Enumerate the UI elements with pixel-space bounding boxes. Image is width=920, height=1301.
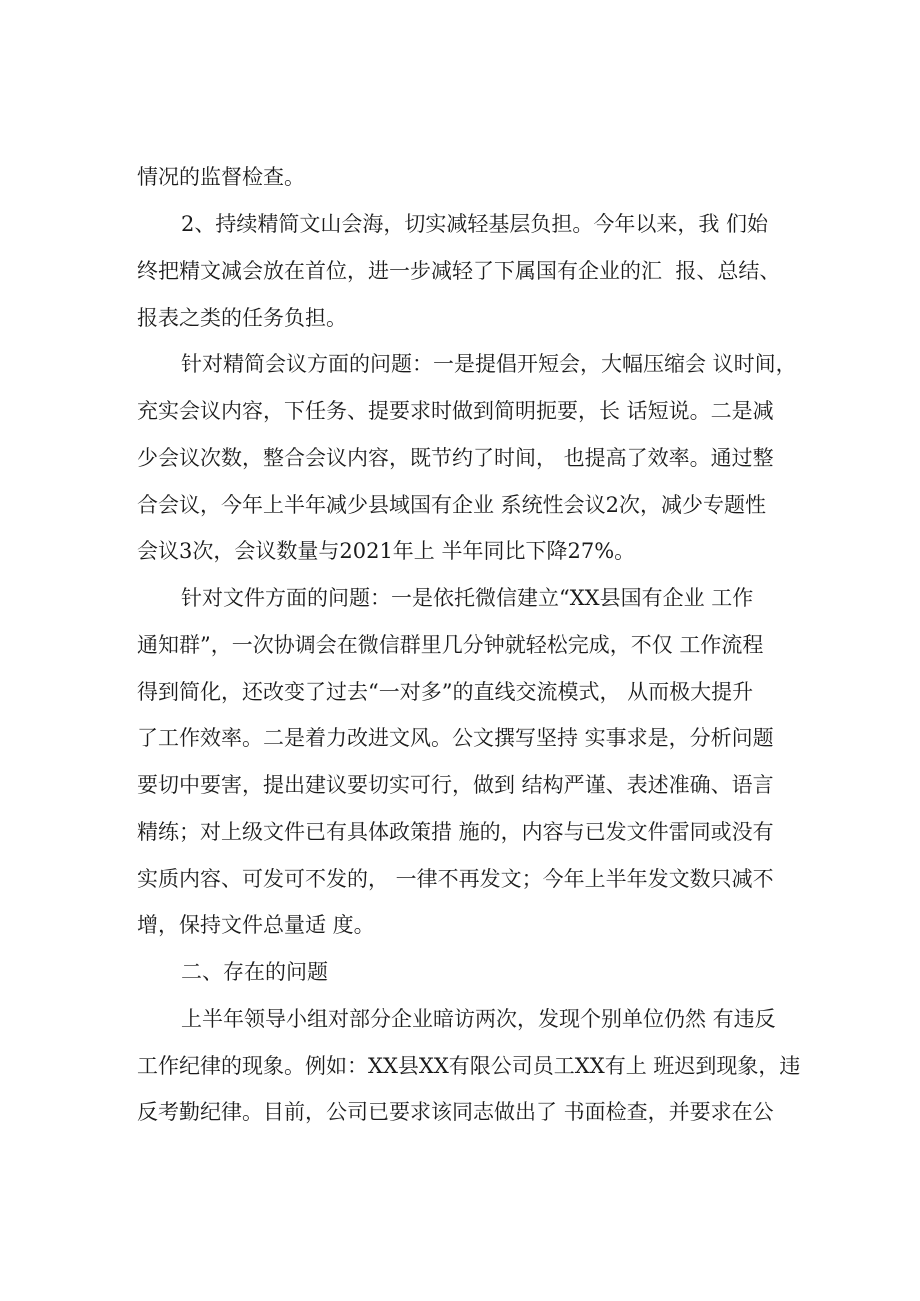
- text-line: 终把精文减会放在首位，进一步减轻了下属国有企业的汇 报、总结、: [137, 259, 781, 283]
- text-line: 实质内容、可发可不发的， 一律不再发文；今年上半年发文数只减不: [137, 867, 774, 891]
- text-line: 合会议，今年上半年减少县域国有企业 系统性会议2次，减少专题性: [137, 493, 767, 517]
- text-line: 上半年领导小组对部分企业暗访两次，发现个别单位仍然 有违反: [181, 1007, 776, 1031]
- text-line: 2、持续精简文山会海，切实减轻基层负担。今年以来，我 们始: [181, 212, 769, 236]
- text-line: 工作纪律的现象。例如：XX县XX有限公司员工XX有上 班迟到现象，违: [137, 1054, 801, 1078]
- text-line: 了工作效率。二是着力改进文风。公文撰写坚持 实事求是，分析问题: [137, 726, 774, 750]
- section-heading: 二、存在的问题: [181, 960, 328, 984]
- text-line: 会议3次，会议数量与2021年上 半年同比下降27%。: [137, 539, 636, 563]
- text-line: 情况的监督检查。: [137, 165, 305, 189]
- text-line: 通知群”，一次协调会在微信群里几分钟就轻松完成，不仅 工作流程: [137, 633, 764, 657]
- text-line: 要切中要害，提出建议要切实可行，做到 结构严谨、表述准确、语言: [137, 773, 774, 797]
- text-line: 针对文件方面的问题：一是依托微信建立“XX县国有企业 工作: [181, 586, 754, 610]
- text-line: 反考勤纪律。目前，公司已要求该同志做出了 书面检查，并要求在公: [137, 1100, 774, 1124]
- text-line: 少会议次数，整合会议内容，既节约了时间， 也提高了效率。通过整: [137, 446, 774, 470]
- text-line: 针对精简会议方面的问题：一是提倡开短会，大幅压缩会 议时间，: [181, 352, 797, 376]
- text-line: 充实会议内容，下任务、提要求时做到简明扼要，长 话短说。二是减: [137, 399, 774, 423]
- text-line: 精练；对上级文件已有具体政策措 施的，内容与已发文件雷同或没有: [137, 820, 774, 844]
- text-line: 报表之类的任务负担。: [137, 306, 347, 330]
- text-line: 得到简化，还改变了过去“一对多”的直线交流模式， 从而极大提升: [137, 680, 754, 704]
- text-line: 增，保持文件总量适 度。: [137, 913, 375, 937]
